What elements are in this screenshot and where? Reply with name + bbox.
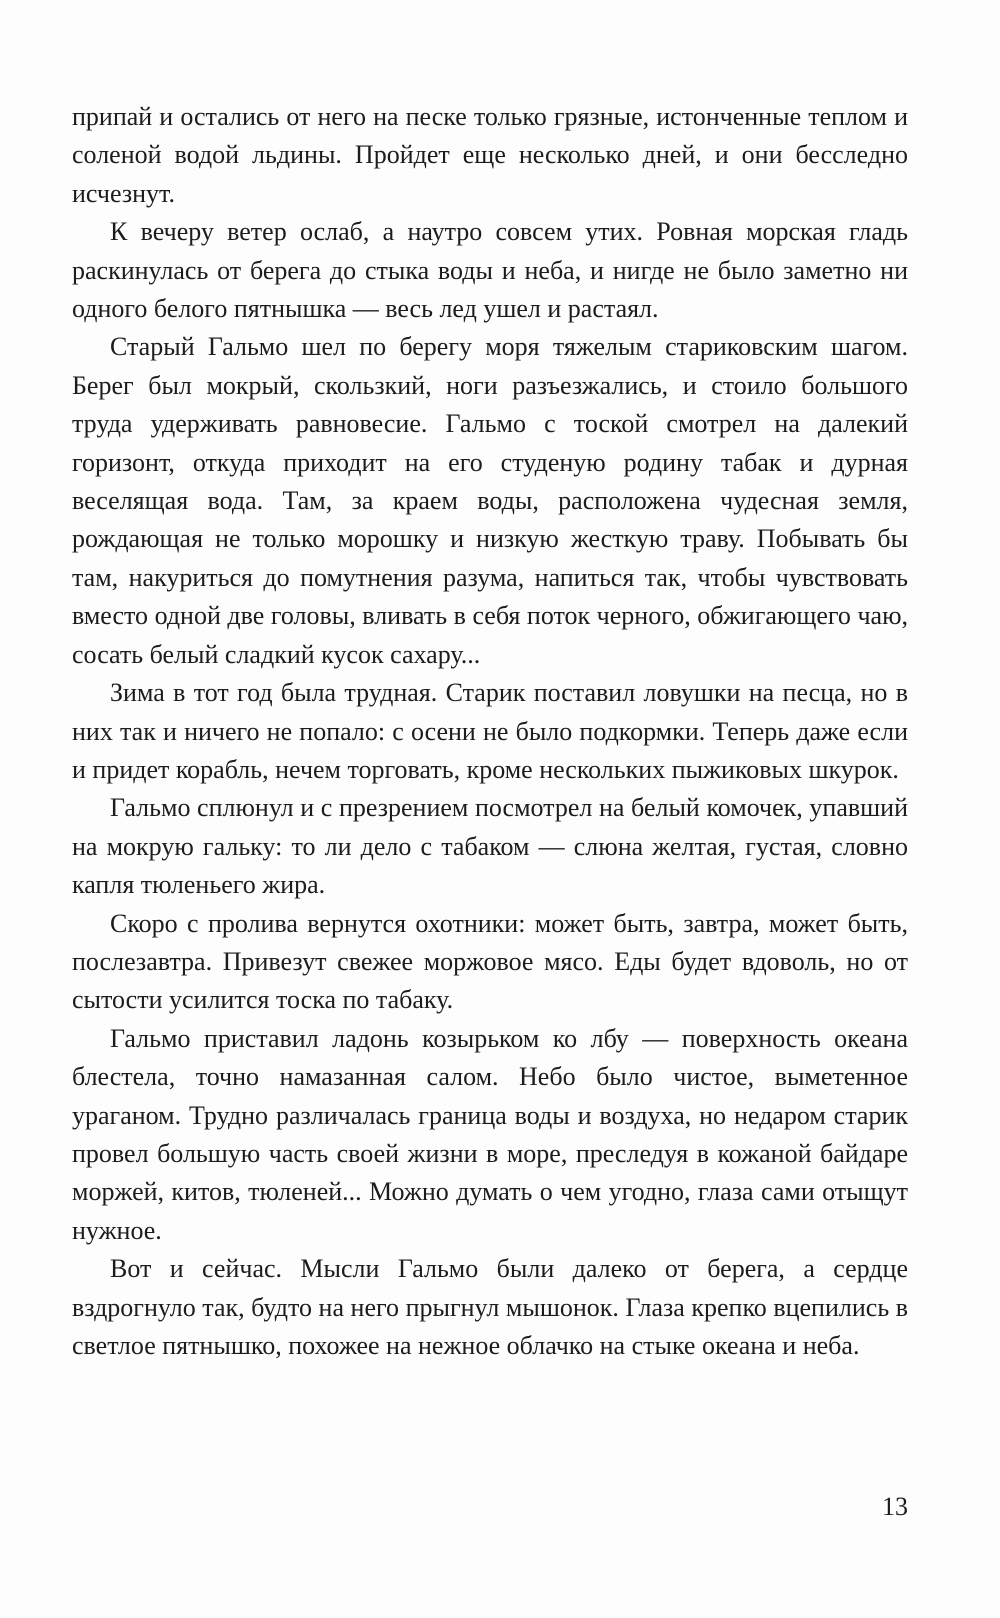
paragraph: Гальмо приставил ладонь козырьком ко лбу — поверхность океана блестела, точно намазанная салом. Небо было чистое, выметенное ураганом. Трудно различалась граница воды и воздуха, но недаром старик провел большую часть своей жизни в море, преследуя в кожаной байдаре моржей, китов, тюленей... Можно думать о чем угодно, глаза сами отыщут нужное. — [72, 1023, 908, 1245]
paragraph: Скоро с пролива вернутся охотники: может быть, завтра, может быть, послезавтра. Привезут свежее моржовое мясо. Еды будет вдоволь, но от сытости усилится тоска по табаку. — [72, 908, 908, 1015]
paragraph: Старый Гальмо шел по берегу моря тяжелым стариковским шагом. Берег был мокрый, скользкий, ноги разъезжались, и стоило большого труда удерживать равновесие. Гальмо с тоской смотрел на далекий горизонт, откуда приходит на его студеную родину табак и дурная веселящая вода. Там, за краем воды, расположена чудесная земля, рождающая не только морошку и низкую жесткую траву. Побывать бы там, накуриться до помутнения разума, напиться так, чтобы чувствовать вместо одной две головы, вливать в себя поток черного, обжигающего чаю, сосать белый сладкий кусок сахару... — [72, 332, 908, 669]
paragraph: Зима в тот год была трудная. Старик поставил ловушки на песца, но в них так и ничего не попало: с осени не было подкормки. Теперь даже если и придет корабль, нечем торговать, кроме нескольких пыжиковых шкурок. — [72, 678, 908, 784]
paragraph: Вот и сейчас. Мысли Гальмо были далеко от берега, а сердце вздрогнуло так, будто на него прыгнул мышонок. Глаза крепко вцепились в светлое пятнышко, похожее на нежное облачко на стыке океана и неба. — [72, 1254, 908, 1360]
paragraph: К вечеру ветер ослаб, а наутро совсем утих. Ровная морская гладь раскинулась от берега до стыка воды и неба, и нигде не было заметно ни одного белого пятнышка — весь лед ушел и растаял. — [72, 217, 908, 324]
page-number: 13 — [882, 1492, 908, 1521]
paragraph-continuation: припай и остались от него на песке только грязные, истонченные теплом и соленой водой льдины. Пройдет еще несколько дней, и они бесследно исчезнут. — [72, 102, 908, 208]
body-text — [72, 98, 908, 1365]
paragraph: Гальмо сплюнул и с презрением посмотрел на белый комочек, упавший на мокрую гальку: то ли дело с табаком — слюна желтая, густая, словно капля тюленьего жира. — [72, 793, 908, 900]
